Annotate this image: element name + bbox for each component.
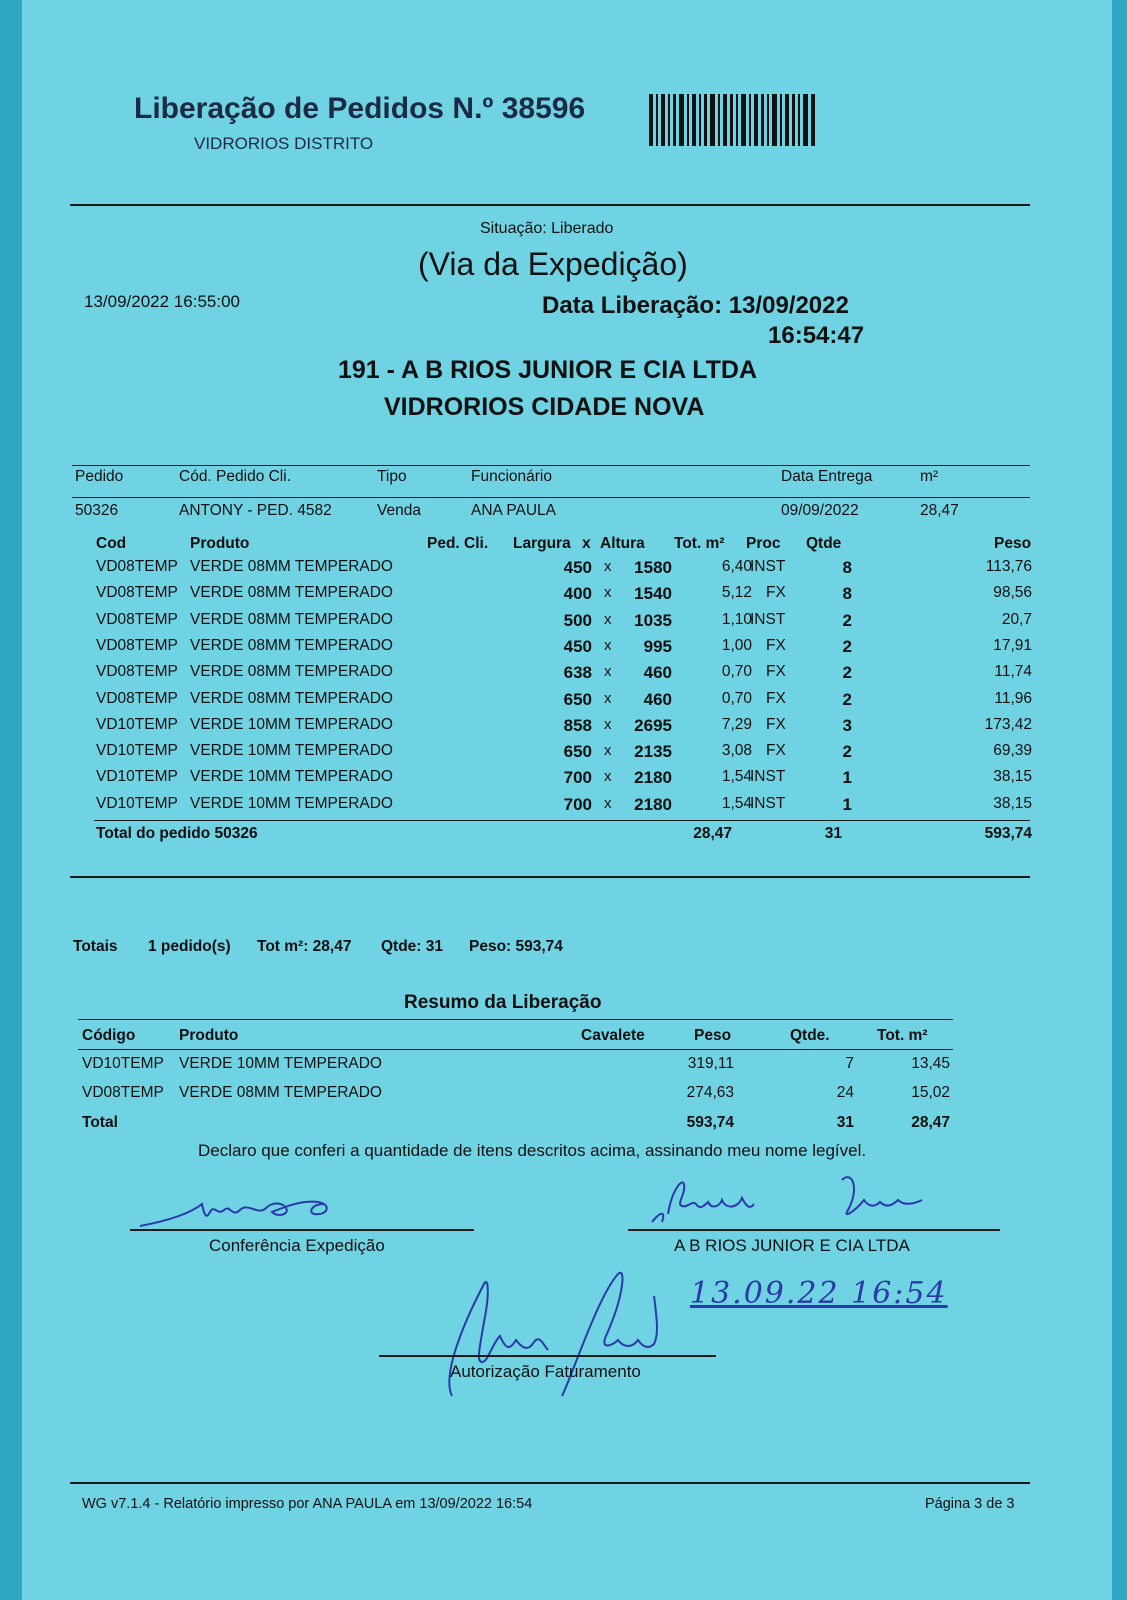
order-total-qtde: 31 bbox=[824, 825, 842, 842]
item-qtde: 1 bbox=[842, 768, 852, 788]
col-peso: Peso bbox=[994, 535, 1032, 552]
footer-page-number: Página 3 de 3 bbox=[925, 1496, 1015, 1512]
footer-print-info: WG v7.1.4 - Relatório impresso por ANA PAULA em 13/09/2022 16:54 bbox=[82, 1496, 533, 1512]
item-cod: VD08TEMP bbox=[96, 584, 178, 602]
item-largura: 638 bbox=[563, 663, 592, 683]
item-row bbox=[22, 716, 1112, 742]
totals-peso: Peso: 593,74 bbox=[469, 938, 563, 955]
item-qtde: 8 bbox=[842, 558, 852, 577]
totals-pedidos: 1 pedido(s) bbox=[148, 938, 231, 955]
item-cod: VD08TEMP bbox=[96, 558, 178, 575]
item-row bbox=[22, 611, 1112, 637]
item-cod: VD10TEMP bbox=[96, 742, 178, 760]
item-produto: VERDE 10MM TEMPERADO bbox=[190, 742, 393, 760]
item-qtde: 2 bbox=[842, 663, 852, 683]
customer-signature bbox=[642, 1170, 972, 1230]
item-tot-m2: 3,08 bbox=[721, 742, 752, 760]
item-largura: 700 bbox=[563, 768, 592, 788]
summary-tot-m2: 15,02 bbox=[911, 1084, 950, 1101]
conference-signature bbox=[132, 1190, 372, 1230]
status-text: Situação: Liberado bbox=[480, 220, 614, 237]
copy-label: (Via da Expedição) bbox=[418, 246, 688, 282]
order-m2: 28,47 bbox=[920, 502, 959, 519]
conference-signature-line bbox=[130, 1229, 474, 1231]
customer-store: VIDRORIOS CIDADE NOVA bbox=[384, 393, 705, 421]
authorization-signature-line bbox=[379, 1355, 716, 1357]
col-produto: Produto bbox=[190, 535, 250, 552]
item-largura: 700 bbox=[563, 794, 592, 814]
item-x: x bbox=[604, 558, 612, 575]
summary-col-tot-m2: Tot. m² bbox=[877, 1027, 928, 1044]
item-cod: VD08TEMP bbox=[96, 689, 178, 707]
col-x: x bbox=[582, 535, 591, 552]
item-row bbox=[22, 584, 1112, 610]
summary-col-cavalete: Cavalete bbox=[581, 1027, 645, 1044]
item-proc: FX bbox=[766, 689, 786, 707]
item-altura: 2135 bbox=[634, 742, 672, 762]
col-altura: Altura bbox=[600, 535, 645, 552]
col-proc: Proc bbox=[746, 535, 781, 552]
item-x: x bbox=[604, 584, 612, 602]
summary-col-codigo: Código bbox=[82, 1027, 136, 1044]
order-total-peso: 593,74 bbox=[984, 825, 1032, 842]
item-row bbox=[22, 742, 1112, 768]
item-largura: 650 bbox=[563, 742, 592, 762]
col-m2: m² bbox=[920, 468, 939, 485]
item-produto: VERDE 10MM TEMPERADO bbox=[190, 794, 393, 812]
col-data-entrega: Data Entrega bbox=[781, 468, 873, 485]
item-peso: 69,39 bbox=[993, 742, 1032, 760]
item-qtde: 2 bbox=[842, 636, 852, 656]
item-proc: FX bbox=[766, 663, 786, 681]
item-cod: VD10TEMP bbox=[96, 768, 178, 786]
release-time: 16:54:47 bbox=[768, 322, 865, 349]
order-top-divider bbox=[72, 465, 1030, 466]
summary-row bbox=[22, 1055, 1112, 1081]
col-qtde: Qtde bbox=[806, 535, 842, 552]
item-proc: FX bbox=[766, 584, 786, 602]
summary-produto: VERDE 10MM TEMPERADO bbox=[179, 1055, 382, 1072]
order-total-m2: 28,47 bbox=[693, 825, 732, 842]
item-tot-m2: 1,54 bbox=[721, 768, 752, 786]
item-qtde: 2 bbox=[842, 742, 852, 762]
handwritten-date: 13.09.22 16:54 bbox=[690, 1276, 948, 1311]
item-row bbox=[22, 558, 1112, 584]
item-peso: 17,91 bbox=[993, 636, 1032, 654]
item-qtde: 1 bbox=[842, 794, 852, 814]
footer-divider bbox=[70, 1482, 1030, 1484]
item-produto: VERDE 10MM TEMPERADO bbox=[190, 715, 393, 733]
customer-signature-line bbox=[628, 1229, 1000, 1231]
item-x: x bbox=[604, 636, 612, 654]
item-x: x bbox=[604, 689, 612, 707]
summary-col-produto: Produto bbox=[179, 1027, 239, 1044]
item-largura: 450 bbox=[563, 558, 592, 577]
item-x: x bbox=[604, 610, 612, 628]
item-largura: 500 bbox=[563, 610, 592, 630]
item-peso: 98,56 bbox=[993, 584, 1032, 602]
item-row bbox=[22, 637, 1112, 663]
item-cod: VD08TEMP bbox=[96, 610, 178, 628]
item-produto: VERDE 08MM TEMPERADO bbox=[190, 689, 393, 707]
order-header-divider bbox=[72, 497, 1030, 498]
totals-m2: Tot m²: 28,47 bbox=[257, 938, 352, 955]
customer-label: A B RIOS JUNIOR E CIA LTDA bbox=[674, 1236, 910, 1255]
item-x: x bbox=[604, 794, 612, 812]
summary-codigo: VD10TEMP bbox=[82, 1055, 164, 1072]
item-cod: VD10TEMP bbox=[96, 715, 178, 733]
totals-label: Totais bbox=[73, 938, 118, 955]
item-proc: INST bbox=[750, 558, 786, 575]
item-largura: 650 bbox=[563, 689, 592, 709]
item-peso: 38,15 bbox=[993, 768, 1032, 786]
totals-qtde: Qtde: 31 bbox=[381, 938, 444, 955]
item-qtde: 3 bbox=[842, 715, 852, 735]
summary-title: Resumo da Liberação bbox=[404, 992, 602, 1013]
item-peso: 113,76 bbox=[985, 558, 1032, 575]
order-employee: ANA PAULA bbox=[471, 502, 557, 519]
col-tipo: Tipo bbox=[377, 468, 407, 485]
col-tot-m2: Tot. m² bbox=[674, 535, 725, 552]
item-altura: 1580 bbox=[634, 558, 672, 577]
item-altura: 2180 bbox=[634, 794, 672, 814]
item-proc: INST bbox=[750, 794, 786, 812]
col-ped-cli: Ped. Cli. bbox=[427, 535, 489, 552]
item-peso: 38,15 bbox=[993, 794, 1032, 812]
item-qtde: 2 bbox=[842, 610, 852, 630]
order-total-label: Total do pedido 50326 bbox=[96, 825, 258, 842]
summary-total-peso: 593,74 bbox=[686, 1114, 734, 1131]
item-altura: 1540 bbox=[634, 584, 672, 604]
summary-qtde: 24 bbox=[836, 1084, 854, 1101]
item-cod: VD08TEMP bbox=[96, 636, 178, 654]
item-peso: 11,96 bbox=[994, 689, 1032, 707]
document-page bbox=[22, 0, 1112, 1600]
item-peso: 11,74 bbox=[994, 663, 1032, 681]
item-row bbox=[22, 690, 1112, 716]
col-funcionario: Funcionário bbox=[471, 468, 552, 485]
item-produto: VERDE 08MM TEMPERADO bbox=[190, 610, 393, 628]
items-total-divider bbox=[94, 820, 1030, 821]
item-produto: VERDE 08MM TEMPERADO bbox=[190, 636, 393, 654]
item-altura: 2180 bbox=[634, 768, 672, 788]
item-altura: 460 bbox=[643, 663, 672, 683]
item-proc: INST bbox=[750, 610, 786, 628]
item-row bbox=[22, 663, 1112, 689]
item-row bbox=[22, 768, 1112, 794]
item-qtde: 2 bbox=[842, 689, 852, 709]
item-altura: 1035 bbox=[634, 610, 672, 630]
col-cod: Cod bbox=[96, 535, 127, 552]
summary-total-label: Total bbox=[82, 1114, 118, 1131]
customer-name: 191 - A B RIOS JUNIOR E CIA LTDA bbox=[338, 356, 758, 384]
col-cod-pedido-cli: Cód. Pedido Cli. bbox=[179, 468, 292, 485]
item-tot-m2: 7,29 bbox=[721, 715, 752, 733]
col-pedido: Pedido bbox=[75, 468, 124, 485]
summary-peso: 274,63 bbox=[686, 1084, 734, 1101]
item-proc: FX bbox=[766, 636, 786, 654]
summary-col-peso: Peso bbox=[694, 1027, 732, 1044]
order-delivery-date: 09/09/2022 bbox=[781, 502, 859, 519]
summary-top-divider bbox=[78, 1019, 953, 1020]
item-tot-m2: 1,54 bbox=[721, 794, 752, 812]
items-bottom-divider bbox=[70, 876, 1030, 878]
summary-qtde: 7 bbox=[845, 1055, 854, 1072]
item-cod: VD08TEMP bbox=[96, 663, 178, 681]
item-tot-m2: 6,40 bbox=[721, 558, 752, 575]
item-row bbox=[22, 795, 1112, 821]
document-title: Liberação de Pedidos N.º 38596 bbox=[134, 92, 586, 125]
printed-timestamp: 13/09/2022 16:55:00 bbox=[84, 292, 240, 311]
conference-label: Conferência Expedição bbox=[209, 1236, 385, 1255]
item-altura: 995 bbox=[643, 636, 672, 656]
summary-tot-m2: 13,45 bbox=[911, 1055, 950, 1072]
order-number: 50326 bbox=[75, 502, 119, 519]
summary-total-m2: 28,47 bbox=[911, 1114, 950, 1131]
summary-col-qtde: Qtde. bbox=[790, 1027, 830, 1044]
item-cod: VD10TEMP bbox=[96, 794, 178, 812]
item-produto: VERDE 10MM TEMPERADO bbox=[190, 768, 393, 786]
item-altura: 460 bbox=[643, 689, 672, 709]
item-produto: VERDE 08MM TEMPERADO bbox=[190, 584, 393, 602]
release-date: Data Liberação: 13/09/2022 bbox=[542, 292, 849, 319]
item-x: x bbox=[604, 742, 612, 760]
item-tot-m2: 0,70 bbox=[721, 663, 752, 681]
company-name: VIDRORIOS DISTRITO bbox=[194, 134, 374, 153]
summary-codigo: VD08TEMP bbox=[82, 1084, 164, 1101]
item-tot-m2: 1,10 bbox=[721, 610, 752, 628]
order-client-code: ANTONY - PED. 4582 bbox=[179, 502, 332, 519]
barcode bbox=[647, 94, 817, 146]
item-peso: 20,7 bbox=[1001, 610, 1032, 628]
item-proc: FX bbox=[766, 715, 786, 733]
summary-total-qtde: 31 bbox=[836, 1114, 854, 1131]
summary-row bbox=[22, 1084, 1112, 1110]
summary-peso: 319,11 bbox=[687, 1055, 734, 1072]
item-tot-m2: 1,00 bbox=[721, 636, 752, 654]
item-x: x bbox=[604, 663, 612, 681]
item-produto: VERDE 08MM TEMPERADO bbox=[190, 663, 393, 681]
item-proc: INST bbox=[750, 768, 786, 786]
summary-header-divider bbox=[78, 1049, 953, 1050]
item-largura: 450 bbox=[563, 636, 592, 656]
authorization-signature bbox=[422, 1266, 682, 1406]
col-largura: Largura bbox=[513, 535, 571, 552]
item-altura: 2695 bbox=[634, 715, 672, 735]
item-produto: VERDE 08MM TEMPERADO bbox=[190, 558, 393, 575]
summary-produto: VERDE 08MM TEMPERADO bbox=[179, 1084, 382, 1101]
item-largura: 400 bbox=[563, 584, 592, 604]
item-tot-m2: 0,70 bbox=[721, 689, 752, 707]
item-proc: FX bbox=[766, 742, 786, 760]
header-divider bbox=[70, 204, 1030, 206]
item-x: x bbox=[604, 768, 612, 786]
item-tot-m2: 5,12 bbox=[721, 584, 752, 602]
item-largura: 858 bbox=[563, 715, 592, 735]
authorization-label: Autorização Faturamento bbox=[450, 1362, 641, 1381]
item-peso: 173,42 bbox=[984, 715, 1032, 733]
item-qtde: 8 bbox=[842, 584, 852, 604]
declaration-text: Declaro que conferi a quantidade de itens descritos acima, assinando meu nome legível. bbox=[198, 1141, 867, 1160]
item-x: x bbox=[604, 715, 612, 733]
order-type: Venda bbox=[377, 502, 421, 519]
